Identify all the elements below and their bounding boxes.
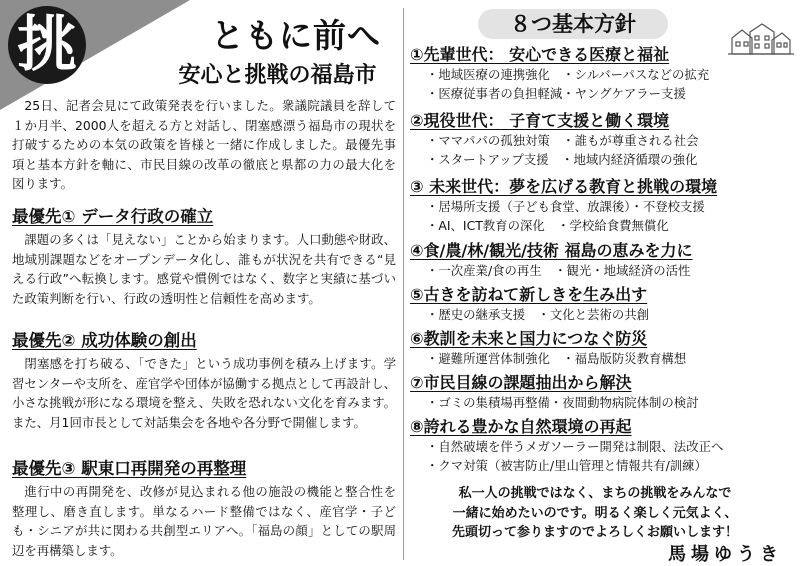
priority-section-1 bbox=[12, 206, 396, 308]
policy-1 bbox=[410, 44, 794, 103]
policy-item: ・自然破壊を伴うメガソーラー開発は制限、法改正へ bbox=[426, 439, 724, 454]
policy-5 bbox=[410, 284, 794, 324]
priority-section-3 bbox=[12, 458, 396, 560]
policy-8 bbox=[410, 416, 794, 475]
priority-section-2 bbox=[12, 330, 396, 432]
policy-heading: ④食/農/林/観光/技術 福島の恵みを力に bbox=[410, 241, 693, 260]
policy-3 bbox=[410, 176, 794, 235]
policies-title: ８つ基本方針 bbox=[478, 9, 668, 39]
column-divider bbox=[403, 8, 404, 560]
policy-item: ・居場所支援（子ども食堂、放課後）・不登校支援 bbox=[426, 199, 705, 214]
closing-line: 先頭切って参りますのでよろしくお願いします！ bbox=[451, 525, 738, 540]
page-title: ともに前へ bbox=[211, 16, 381, 55]
priority-heading: 最優先② 成功体験の創出 bbox=[12, 331, 197, 350]
closing-message bbox=[410, 484, 780, 543]
policy-heading: ⑥教訓を未来と国力につなぐ防災 bbox=[410, 329, 648, 348]
policy-item: ・スタートアップ支援 ・地域内経済循環の強化 bbox=[426, 152, 698, 167]
policy-item: ・クマ対策（被害防止/里山管理と情報共有/訓練） bbox=[426, 458, 707, 473]
policy-item: ・ゴミの集積場再整備・夜間動物病院体制の検討 bbox=[426, 395, 699, 410]
signature: 馬場ゆうき bbox=[668, 544, 783, 565]
policy-heading: ②現役世代： 子育て支援と働く環境 bbox=[410, 111, 670, 130]
policy-heading: ⑤古きを訪ねて新しきを生み出す bbox=[410, 285, 648, 304]
priority-body: 進行中の再開発を、改修が見込まれる他の施設の機能と整合性を整理し、磨き直します。単なるハード整備ではなく、産官学・子ども・シニアが共に関わる共創型エリアへ。「福島の顔」としての駅周辺を再構築します。 bbox=[12, 484, 396, 558]
policy-item: ・歴史の継承支援 ・文化と芸術の共創 bbox=[426, 307, 650, 322]
policy-item: ・地域医療の連携強化 ・シルバーパスなどの拡充 bbox=[426, 67, 710, 82]
policy-6 bbox=[410, 328, 794, 368]
page-subtitle: 安心と挑戦の福島市 bbox=[178, 63, 377, 88]
policy-heading: ③ 未来世代：夢を広げる教育と挑戦の環境 bbox=[410, 177, 718, 196]
policy-heading: ⑧誇れる豊かな自然環境の再起 bbox=[410, 417, 632, 436]
policy-item: ・避難所運営体制強化 ・福島版防災教育構想 bbox=[426, 351, 687, 366]
intro-paragraph: 25日、記者会見にて政策発表を行いました。衆議院議員を辞して１か月半、2000人を超える方と対話し、閉塞感漂う福島市の現状を打破するための本気の政策を皆様と一緒に作成しました。最優先事項と基本方針を軸に、市民目線の改革の徹底と県都の力の最大化を図ります。 bbox=[12, 98, 396, 191]
policy-item: ・一次産業/食の再生 ・観光・地域経済の活性 bbox=[426, 263, 691, 278]
policy-item: ・医療従事者の負担軽減・ヤングケアラー支援 bbox=[426, 86, 686, 101]
policy-heading: ⑦市民目線の課題抽出から解決 bbox=[410, 373, 632, 392]
policy-item: ・AI、ICT教育の深化 ・学校給食費無償化 bbox=[426, 218, 669, 233]
priority-heading: 最優先③ 駅東口再開発の再整理 bbox=[12, 459, 247, 478]
closing-line: 私一人の挑戦ではなく、まちの挑戦をみんなで bbox=[458, 486, 732, 501]
policy-item: ・ママパパの孤独対策 ・誰もが尊重される社会 bbox=[426, 133, 699, 148]
policy-2 bbox=[410, 110, 794, 169]
policy-7 bbox=[410, 372, 794, 412]
priority-body: 課題の多くは「見えない」ことから始まります。人口動態や財政、地域別課題などをオープンデータ化し、誰もが状況を共有できる“見える行政”へ転換します。感覚や慣例ではなく、数字と実績に基づいた政策判断を行い、行政の透明性と信頼性を高めます。 bbox=[12, 232, 396, 306]
closing-line: 一緒に始めたいのです。明るく楽しく元気よく、 bbox=[452, 505, 738, 521]
priority-body: 閉塞感を打ち破る、「できた」という成功事例を積み上げます。学習センターや支所を、産官学や団体が協働する拠点として再設計し、小さな挑戦が形になる環境を整え、失敗を恐れない文化を育みます。また、月1回市長として対話集会を各地や各分野で開催します。 bbox=[12, 356, 396, 430]
priority-heading: 最優先① データ行政の確立 bbox=[12, 207, 214, 226]
challenge-seal: 挑 bbox=[8, 6, 86, 84]
policy-heading: ①先輩世代： 安心できる医療と福祉 bbox=[410, 45, 670, 64]
policy-4 bbox=[410, 240, 794, 280]
